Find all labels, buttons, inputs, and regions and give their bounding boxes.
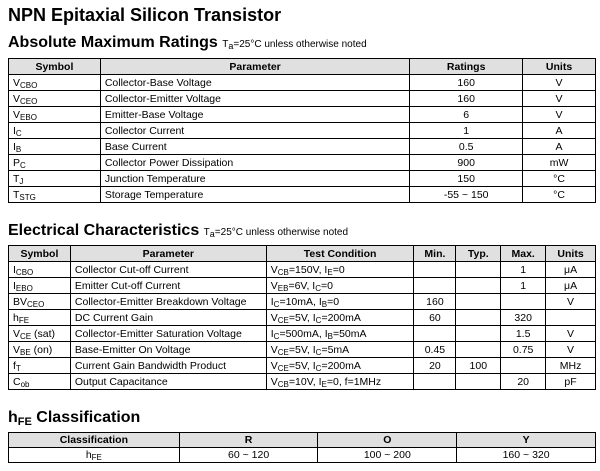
column-header: Symbol — [9, 246, 71, 262]
elec-char-title: Electrical Characteristics — [8, 222, 200, 239]
symbol-cell: $V_{CEO}$ — [9, 91, 101, 107]
unit-cell: °C — [523, 187, 596, 203]
abs-max-table — [8, 58, 596, 203]
parameter-cell: Base-Emitter On Voltage — [70, 342, 266, 358]
parameter-cell: Storage Temperature — [100, 187, 409, 203]
unit-cell: pF — [546, 374, 596, 390]
table-row — [9, 342, 596, 358]
column-header: Parameter — [70, 246, 266, 262]
column-header: Max. — [501, 246, 546, 262]
table-row — [9, 171, 596, 187]
hfe-class-heading: $h_{FE}$ Classification — [8, 409, 141, 428]
rating-cell: 6 — [410, 107, 523, 123]
abs-max-heading — [8, 34, 367, 52]
rating-cell: 900 — [410, 155, 523, 171]
typ-cell — [456, 278, 501, 294]
table-row — [9, 123, 596, 139]
parameter-cell: Collector Power Dissipation — [100, 155, 409, 171]
rating-cell: 160 — [410, 75, 523, 91]
max-cell: 20 — [501, 374, 546, 390]
rating-cell: 150 — [410, 171, 523, 187]
table-row — [9, 310, 596, 326]
elec-char-table — [8, 245, 596, 390]
parameter-cell: Collector-Emitter Voltage — [100, 91, 409, 107]
symbol-cell: $T_J$ — [9, 171, 101, 187]
unit-cell: V — [546, 294, 596, 310]
min-cell: 20 — [414, 358, 456, 374]
elec-char-condition: $T_a=25^\circ C$ unless otherwise noted — [203, 227, 349, 239]
max-cell: 320 — [501, 310, 546, 326]
rating-cell: -55 ~ 150 — [410, 187, 523, 203]
symbol-cell: $I_B$ — [9, 139, 101, 155]
table-row — [9, 139, 596, 155]
parameter-cell: Emitter-Base Voltage — [100, 107, 409, 123]
table-row — [9, 75, 596, 91]
max-cell — [501, 294, 546, 310]
column-header: Min. — [414, 246, 456, 262]
max-cell: 0.75 — [501, 342, 546, 358]
document-title: NPN Epitaxial Silicon Transistor — [8, 5, 282, 25]
abs-max-title: Absolute Maximum Ratings — [8, 34, 218, 51]
test-condition-cell: $I_C=10mA$, $I_B=0$ — [266, 294, 414, 310]
symbol-cell: $I_{CBO}$ — [9, 262, 71, 278]
min-cell — [414, 262, 456, 278]
unit-cell: V — [546, 326, 596, 342]
table-row — [9, 155, 596, 171]
typ-cell — [456, 326, 501, 342]
parameter-cell: Collector-Base Voltage — [100, 75, 409, 91]
parameter-cell: Collector-Emitter Saturation Voltage — [70, 326, 266, 342]
symbol-cell: $I_C$ — [9, 123, 101, 139]
symbol-cell: $I_{EBO}$ — [9, 278, 71, 294]
unit-cell: V — [523, 91, 596, 107]
parameter-cell: Emitter Cut-off Current — [70, 278, 266, 294]
symbol-cell: $h_{FE}$ — [9, 310, 71, 326]
symbol-cell: $P_C$ — [9, 155, 101, 171]
unit-cell: mW — [523, 155, 596, 171]
max-cell: 1.5 — [501, 326, 546, 342]
symbol-cell: $V_{CBO}$ — [9, 75, 101, 91]
column-header: Typ. — [456, 246, 501, 262]
table-row — [9, 187, 596, 203]
unit-cell: V — [546, 342, 596, 358]
column-header: Symbol — [9, 59, 101, 75]
column-header: Ratings — [410, 59, 523, 75]
typ-cell: 100 — [456, 358, 501, 374]
unit-cell: V — [523, 107, 596, 123]
typ-cell — [456, 262, 501, 278]
test-condition-cell: $V_{CB}=10V$, $I_E=0$, f=1MHz — [266, 374, 414, 390]
parameter-cell: Collector Cut-off Current — [70, 262, 266, 278]
symbol-cell: $V_{CE}$ (sat) — [9, 326, 71, 342]
unit-cell: V — [523, 75, 596, 91]
test-condition-cell: $V_{CB}=150V$, $I_E=0$ — [266, 262, 414, 278]
column-header: Units — [523, 59, 596, 75]
min-cell — [414, 374, 456, 390]
typ-cell — [456, 342, 501, 358]
class-header: R — [179, 433, 318, 448]
unit-cell: °C — [523, 171, 596, 187]
test-condition-cell: $I_C=500mA$, $I_B=50mA$ — [266, 326, 414, 342]
symbol-cell: $f_T$ — [9, 358, 71, 374]
typ-cell — [456, 374, 501, 390]
unit-cell: μA — [546, 278, 596, 294]
parameter-cell: Output Capacitance — [70, 374, 266, 390]
symbol-cell: $V_{EBO}$ — [9, 107, 101, 123]
parameter-cell: Current Gain Bandwidth Product — [70, 358, 266, 374]
unit-cell — [546, 310, 596, 326]
parameter-cell: Collector Current — [100, 123, 409, 139]
table-row — [9, 374, 596, 390]
classification-header: Classification — [9, 433, 180, 448]
max-cell — [501, 358, 546, 374]
class-header: O — [318, 433, 457, 448]
unit-cell: MHz — [546, 358, 596, 374]
max-cell: 1 — [501, 262, 546, 278]
hfe-range-cell: 160 ~ 320 — [457, 448, 596, 463]
table-row — [9, 262, 596, 278]
rating-cell: 160 — [410, 91, 523, 107]
min-cell: 0.45 — [414, 342, 456, 358]
table-row — [9, 91, 596, 107]
test-condition-cell: $V_{CE}=5V$, $I_C=200mA$ — [266, 358, 414, 374]
min-cell — [414, 278, 456, 294]
typ-cell — [456, 310, 501, 326]
min-cell: 60 — [414, 310, 456, 326]
class-header: Y — [457, 433, 596, 448]
test-condition-cell: $V_{EB}=6V$, $I_C=0$ — [266, 278, 414, 294]
test-condition-cell: $V_{CE}=5V$, $I_C=200mA$ — [266, 310, 414, 326]
rating-cell: 1 — [410, 123, 523, 139]
symbol-cell: $V_{BE}$ (on) — [9, 342, 71, 358]
symbol-cell: $C_{ob}$ — [9, 374, 71, 390]
elec-char-heading — [8, 222, 348, 240]
symbol-cell: $BV_{CEO}$ — [9, 294, 71, 310]
rating-cell: 0.5 — [410, 139, 523, 155]
parameter-cell: Junction Temperature — [100, 171, 409, 187]
hfe-range-cell: 100 ~ 200 — [318, 448, 457, 463]
table-row — [9, 294, 596, 310]
min-cell: 160 — [414, 294, 456, 310]
table-row — [9, 278, 596, 294]
table-row — [9, 358, 596, 374]
table-row — [9, 107, 596, 123]
unit-cell: μA — [546, 262, 596, 278]
parameter-cell: DC Current Gain — [70, 310, 266, 326]
hfe-class-table — [8, 432, 596, 463]
max-cell: 1 — [501, 278, 546, 294]
min-cell — [414, 326, 456, 342]
test-condition-cell: $V_{CE}=5V$, $I_C=5mA$ — [266, 342, 414, 358]
parameter-cell: Base Current — [100, 139, 409, 155]
parameter-cell: Collector-Emitter Breakdown Voltage — [70, 294, 266, 310]
hfe-symbol-cell: $h_{FE}$ — [9, 448, 180, 463]
unit-cell: A — [523, 123, 596, 139]
table-row — [9, 326, 596, 342]
column-header: Parameter — [100, 59, 409, 75]
abs-max-condition: $T_a=25^\circ C$ unless otherwise noted — [222, 39, 367, 51]
unit-cell: A — [523, 139, 596, 155]
hfe-range-cell: 60 ~ 120 — [179, 448, 318, 463]
typ-cell — [456, 294, 501, 310]
symbol-cell: $T_{STG}$ — [9, 187, 101, 203]
column-header: Units — [546, 246, 596, 262]
column-header: Test Condition — [266, 246, 414, 262]
